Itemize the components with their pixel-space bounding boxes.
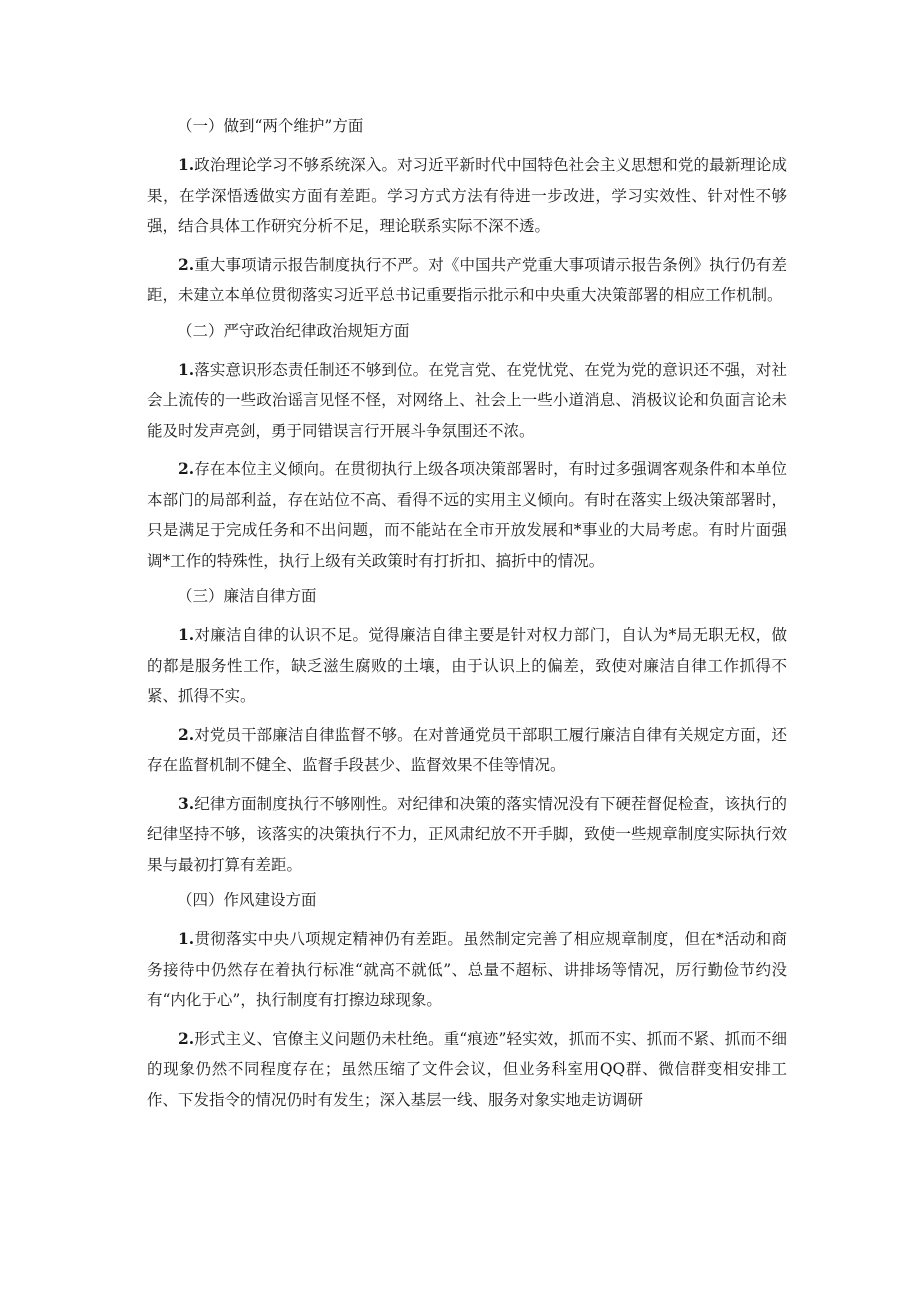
paragraph-text: 对廉洁自律的认识不足。觉得廉洁自律主要是针对权力部门，自认为*局无职无权，做的都是服务性工作，缺乏滋生腐败的土壤，由于认识上的偏差，致使对廉洁自律工作抓得不紧、抓得不实。 bbox=[147, 626, 787, 705]
paragraph bbox=[147, 789, 787, 881]
item-number: 3. bbox=[178, 793, 195, 813]
item-number: 2. bbox=[178, 1028, 195, 1048]
section-heading-4: （四）作风建设方面 bbox=[177, 891, 317, 909]
section-heading-1: （一）做到“两个维护”方面 bbox=[177, 117, 364, 135]
paragraph-text: 对党员干部廉洁自律监督不够。在对普通党员干部职工履行廉洁自律有关规定方面，还存在监督机制不健全、监督手段甚少、监督效果不佳等情况。 bbox=[147, 725, 787, 774]
paragraph-text: 形式主义、官僚主义问题仍未杜绝。重“痕迹”轻实效，抓而不实、抓而不紧、抓而不细的现象仍然不同程度存在；虽然压缩了文件会议，但业务科室用QQ群、微信群变相安排工作、下发指令的情况仍时有发生；深入基层一线、服务对象实地走访调研 bbox=[147, 1029, 787, 1109]
paragraph bbox=[147, 1024, 787, 1116]
item-number: 1. bbox=[178, 929, 195, 948]
section-heading-3: （三）廉洁自律方面 bbox=[177, 587, 317, 605]
paragraph bbox=[147, 620, 787, 712]
item-number: 1. bbox=[178, 625, 195, 644]
item-number: 2. bbox=[178, 254, 195, 274]
paragraph bbox=[147, 454, 787, 576]
paragraph bbox=[147, 355, 787, 447]
paragraph bbox=[147, 150, 787, 242]
paragraph-text: 落实意识形态责任制还不够到位。在党言党、在党忧党、在党为党的意识还不强，对社会上流传的一些政治谣言见怪不怪，对网络上、社会上一些小道消息、消极议论和负面言论未能及时发声亮剑，勇于同错误言行开展斗争氛围还不浓。 bbox=[147, 360, 787, 440]
paragraph-text: 重大事项请示报告制度执行不严。对《中国共产党重大事项请示报告条例》执行仍有差距，未建立本单位贯彻落实习近平总书记重要指示批示和中央重大决策部署的相应工作机制。 bbox=[147, 255, 787, 304]
paragraph bbox=[147, 720, 787, 781]
item-number: 1. bbox=[178, 155, 195, 174]
paragraph-text: 政治理论学习不够系统深入。对习近平新时代中国特色社会主义思想和党的最新理论成果，在学深悟透做实方面有差距。学习方式方法有待进一步改进，学习实效性、针对性不够强，结合具体工作研究分析不足，理论联系实际不深不透。 bbox=[147, 156, 787, 235]
item-number: 1. bbox=[178, 359, 195, 379]
paragraph bbox=[147, 924, 787, 1016]
paragraph bbox=[147, 250, 787, 311]
document-body bbox=[147, 116, 787, 1123]
item-number: 2. bbox=[178, 459, 195, 478]
section-heading-2: （二）严守政治纪律政治规矩方面 bbox=[177, 321, 410, 340]
item-number: 2. bbox=[178, 724, 195, 744]
paragraph-text: 存在本位主义倾向。在贯彻执行上级各项决策部署时，有时过多强调客观条件和本单位本部门的局部利益，存在站位不高、看得不远的实用主义倾向。有时在落实上级决策部署时，只是满足于完成任务和不出问题，而不能站在全市开放发展和*事业的大局考虑。有时片面强调*工作的特殊性，执行上级有关政策时有打折扣、搞折中的情况。 bbox=[147, 460, 787, 570]
paragraph-text: 贯彻落实中央八项规定精神仍有差距。虽然制定完善了相应规章制度，但在*活动和商务接待中仍然存在着执行标准“就高不就低”、总量不超标、讲排场等情况，厉行勤俭节约没有“内化于心”，执行制度有打擦边球现象。 bbox=[147, 930, 787, 1009]
paragraph-text: 纪律方面制度执行不够刚性。对纪律和决策的落实情况没有下硬茬督促检查，该执行的纪律坚持不够，该落实的决策执行不力，正风肃纪放不开手脚，致使一些规章制度实际执行效果与最初打算有差距。 bbox=[147, 794, 787, 874]
